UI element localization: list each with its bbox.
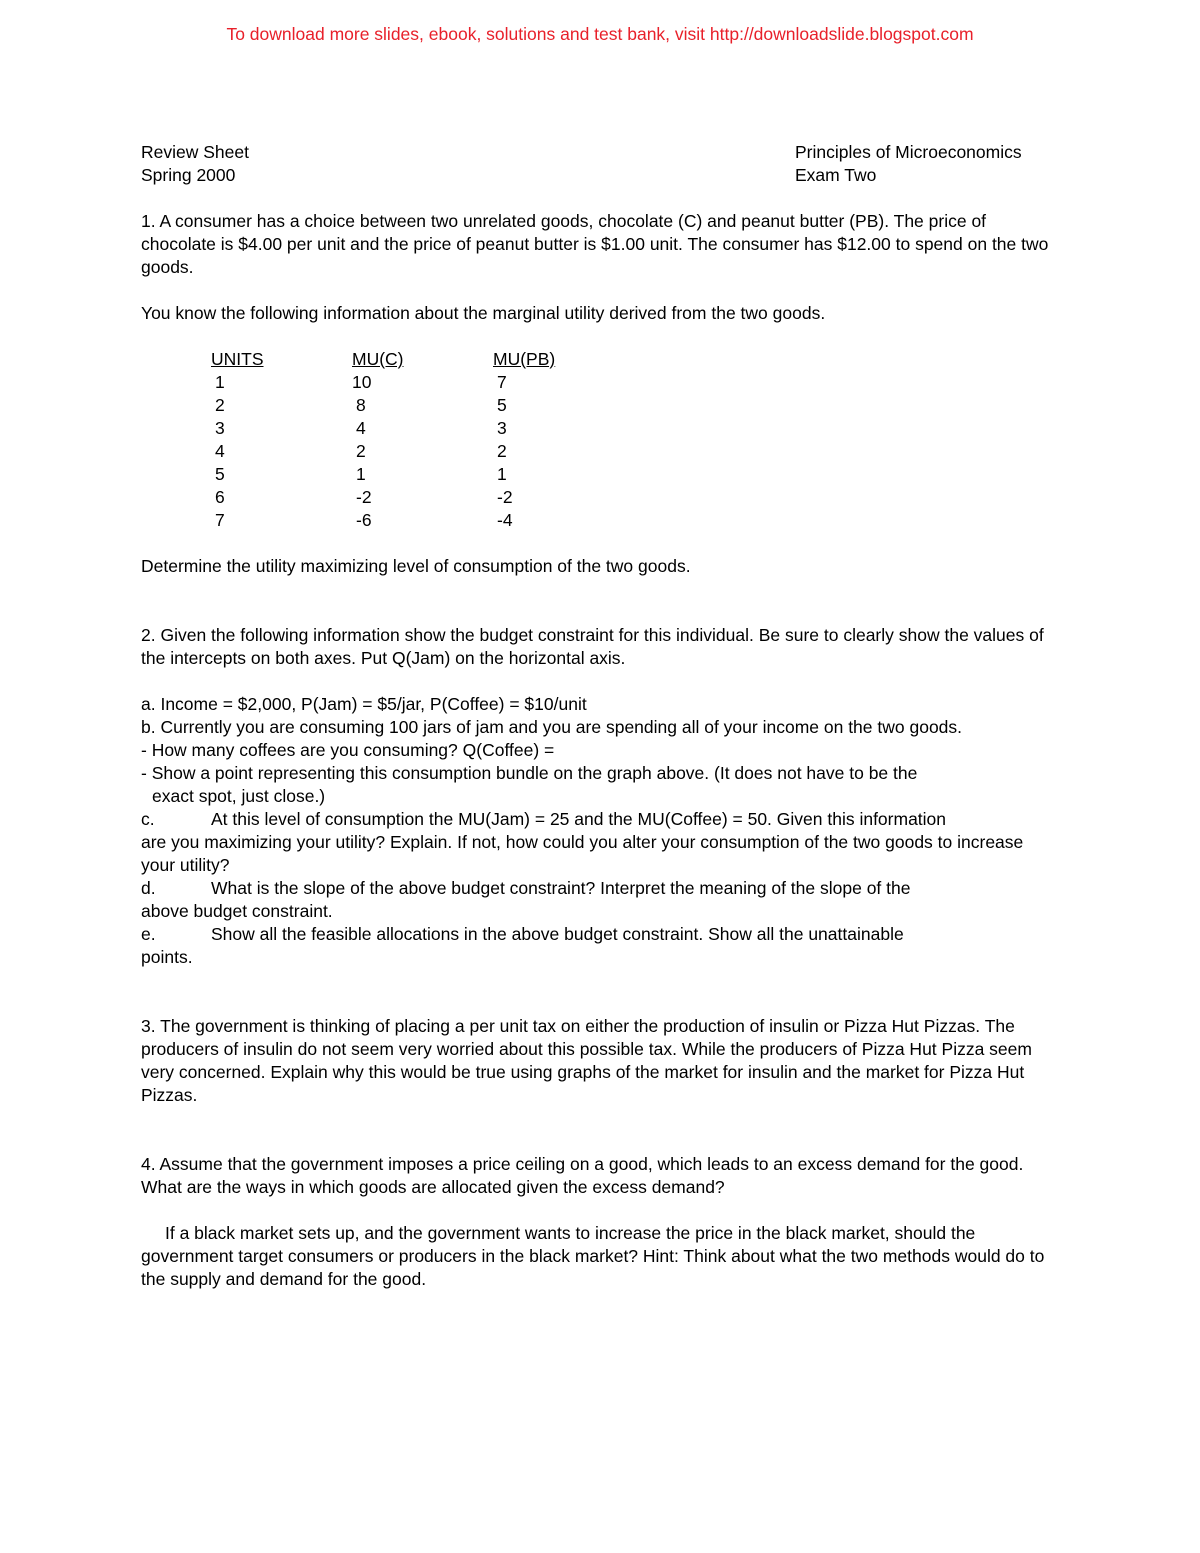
mu-pb-cell: 7 bbox=[497, 372, 507, 392]
marginal-utility-table bbox=[211, 348, 613, 532]
header-right bbox=[795, 141, 1065, 187]
mu-pb-cell: -2 bbox=[497, 487, 513, 507]
exam-name: Exam Two bbox=[795, 165, 877, 185]
review-sheet-body bbox=[141, 141, 1061, 1291]
question-2c-cont: are you maximizing your utility? Explain. If not, how could you alter your consumption of the two goods to increase your utility? bbox=[141, 832, 1024, 875]
column-header-mu-c: MU(C) bbox=[352, 349, 404, 369]
table-header-row bbox=[211, 348, 613, 371]
question-1-info: You know the following information about the marginal utility derived from the two goods. bbox=[141, 303, 826, 323]
table-row bbox=[211, 417, 613, 440]
question-3-text: 3. The government is thinking of placing a per unit tax on either the production of insulin or Pizza Hut Pizzas. The producers of insulin do not seem very worried about this possible tax. While the producers of Pizza Hut Pizza seem very concerned. Explain why this would be true using graphs of the market for insulin and the market for Pizza Hut Pizzas. bbox=[141, 1016, 1032, 1105]
question-2b: b. Currently you are consuming 100 jars of jam and you are spending all of your income on the two goods. bbox=[141, 717, 963, 737]
units-cell: 6 bbox=[215, 487, 225, 507]
sheet-term: Spring 2000 bbox=[141, 165, 236, 185]
table-row bbox=[211, 371, 613, 394]
question-4-text: 4. Assume that the government imposes a price ceiling on a good, which leads to an excess demand for the good. What are the ways in which goods are allocated given the excess demand? bbox=[141, 1154, 1024, 1197]
question-2d-label: d. bbox=[141, 878, 156, 898]
header-left bbox=[141, 141, 541, 187]
question-2e bbox=[141, 923, 1061, 946]
table-row bbox=[211, 440, 613, 463]
question-2e-cont: points. bbox=[141, 947, 193, 967]
question-4-followup: If a black market sets up, and the government wants to increase the price in the black market, should the government target consumers or producers in the black market? Hint: Think about what the two methods would do to the supply and demand for the good. bbox=[141, 1223, 1045, 1289]
mu-c-cell: 4 bbox=[356, 418, 366, 438]
question-1-text: 1. A consumer has a choice between two unrelated goods, chocolate (C) and peanut butter (PB). The price of chocolate is $4.00 per unit and the price of peanut butter is $1.00 unit. The consumer has $12.00 to spend on the two goods. bbox=[141, 211, 1049, 277]
question-2e-label: e. bbox=[141, 924, 156, 944]
question-2e-text: Show all the feasible allocations in the above budget constraint. Show all the unattainable bbox=[211, 924, 904, 944]
sheet-title: Review Sheet bbox=[141, 142, 249, 162]
mu-pb-cell: 3 bbox=[497, 418, 507, 438]
question-2d-text: What is the slope of the above budget constraint? Interpret the meaning of the slope of the bbox=[211, 878, 911, 898]
question-2a: a. Income = $2,000, P(Jam) = $5/jar, P(Coffee) = $10/unit bbox=[141, 694, 587, 714]
table-row bbox=[211, 486, 613, 509]
column-header-units: UNITS bbox=[211, 349, 264, 369]
table-row bbox=[211, 509, 613, 532]
mu-c-cell: 2 bbox=[356, 441, 366, 461]
download-banner[interactable]: To download more slides, ebook, solutions and test bank, visit http://downloadslide.blogspot.com bbox=[226, 24, 974, 44]
units-cell: 2 bbox=[215, 395, 225, 415]
question-2d-cont: above budget constraint. bbox=[141, 901, 333, 921]
units-cell: 7 bbox=[215, 510, 225, 530]
question-2c-text: At this level of consumption the MU(Jam) = 25 and the MU(Coffee) = 50. Given this information bbox=[211, 809, 947, 829]
units-cell: 4 bbox=[215, 441, 225, 461]
question-2c-label: c. bbox=[141, 809, 155, 829]
question-1-prompt: Determine the utility maximizing level of consumption of the two goods. bbox=[141, 556, 691, 576]
question-2b-point: - Show a point representing this consumption bundle on the graph above. (It does not have to be the bbox=[141, 763, 918, 783]
question-2d bbox=[141, 877, 1061, 900]
mu-pb-cell: 5 bbox=[497, 395, 507, 415]
column-header-mu-pb: MU(PB) bbox=[493, 349, 556, 369]
units-cell: 5 bbox=[215, 464, 225, 484]
mu-c-cell: 1 bbox=[356, 464, 366, 484]
mu-c-cell: 8 bbox=[356, 395, 366, 415]
table-row bbox=[211, 463, 613, 486]
units-cell: 3 bbox=[215, 418, 225, 438]
mu-pb-cell: -4 bbox=[497, 510, 513, 530]
question-2c bbox=[141, 808, 1061, 831]
question-2-text: 2. Given the following information show the budget constraint for this individual. Be sure to clearly show the values of the intercepts on both axes. Put Q(Jam) on the horizontal axis. bbox=[141, 625, 1044, 668]
question-2b-coffee: - How many coffees are you consuming? Q(Coffee) = bbox=[141, 740, 555, 760]
mu-pb-cell: 1 bbox=[497, 464, 507, 484]
mu-c-cell: -6 bbox=[356, 510, 372, 530]
course-name: Principles of Microeconomics bbox=[795, 142, 1022, 162]
mu-c-cell: -2 bbox=[356, 487, 372, 507]
question-2b-point-cont: exact spot, just close.) bbox=[152, 786, 326, 806]
mu-pb-cell: 2 bbox=[497, 441, 507, 461]
units-cell: 1 bbox=[215, 372, 225, 392]
table-row bbox=[211, 394, 613, 417]
mu-c-cell: 10 bbox=[352, 372, 372, 392]
document-header bbox=[141, 141, 1061, 187]
